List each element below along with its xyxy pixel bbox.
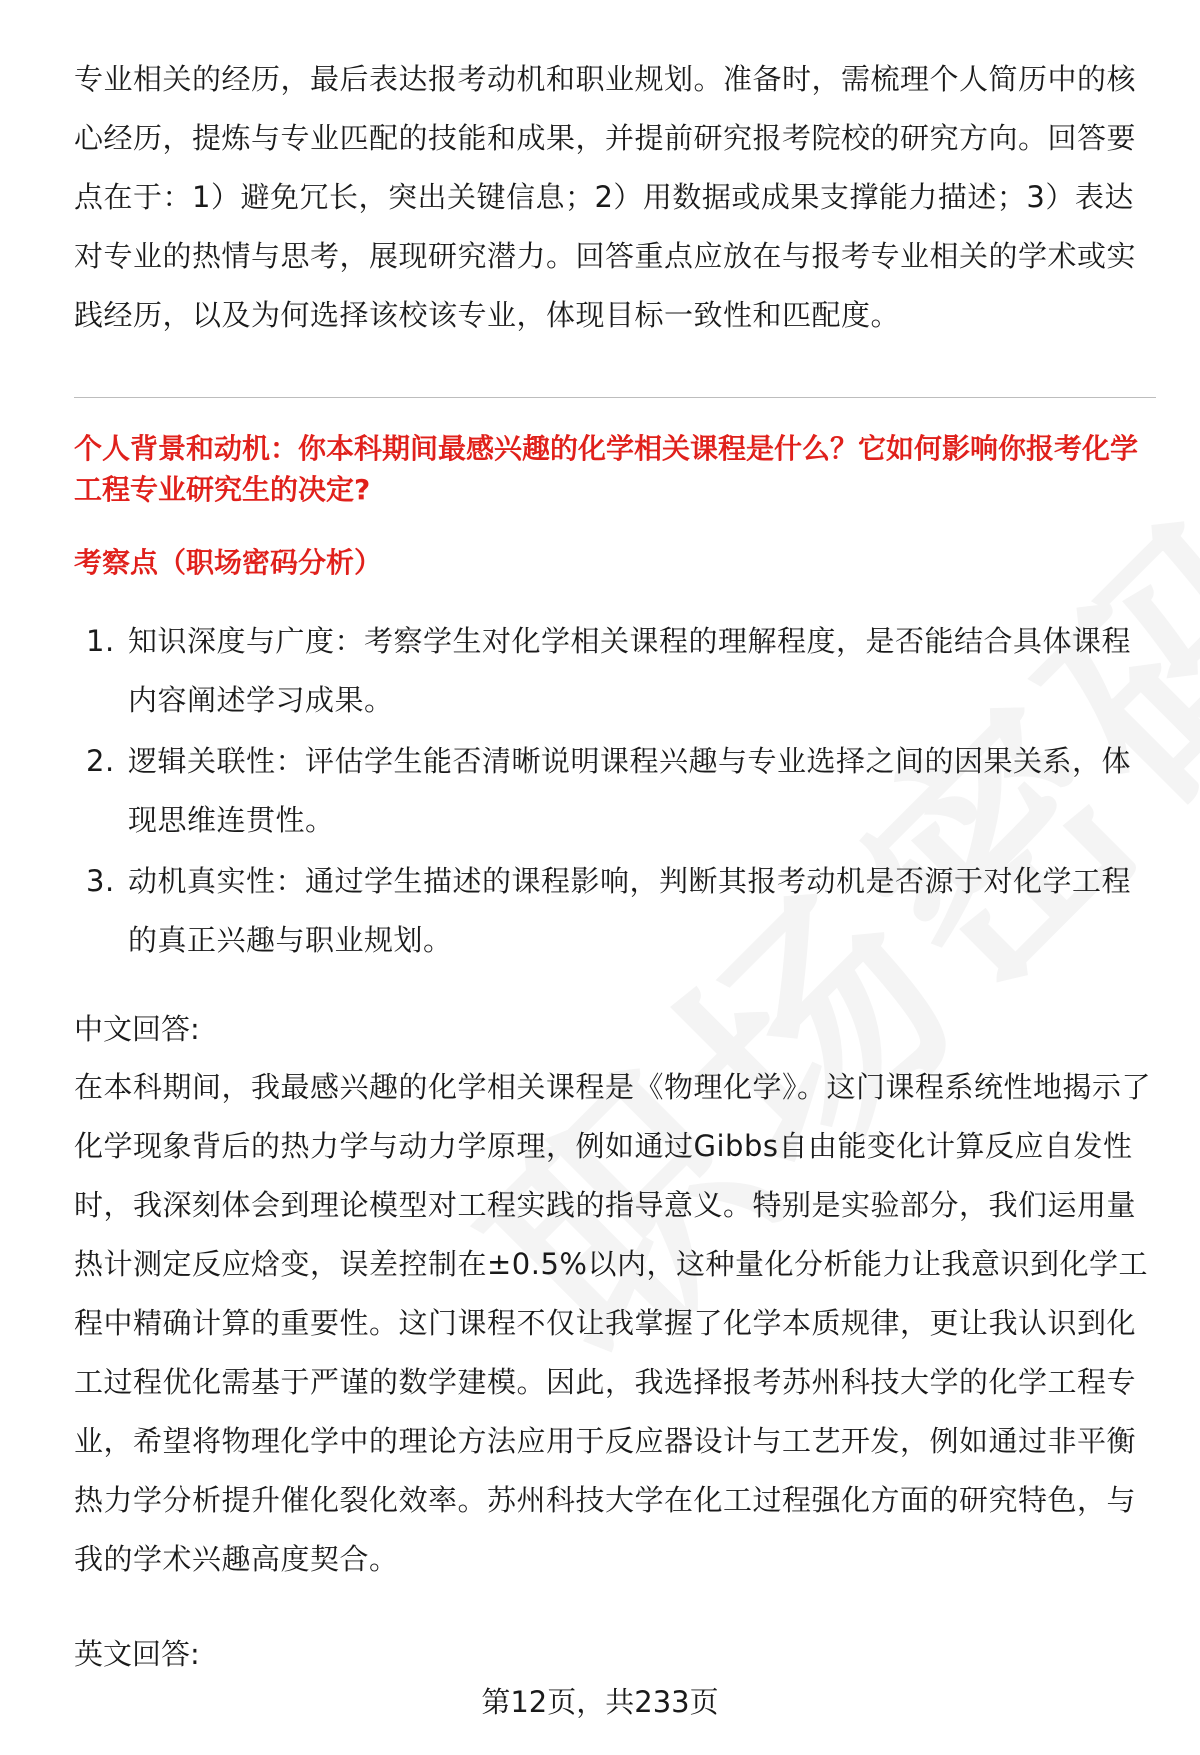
list-item-text: 动机真实性：通过学生描述的课程影响，判断其报考动机是否源于对化学工程的真正兴趣与职业规划。 <box>128 864 1132 957</box>
section-title: 考察点（职场密码分析） <box>74 546 383 579</box>
chinese-answer-label: 中文回答: <box>74 1012 200 1046</box>
list-item <box>74 612 1156 730</box>
chinese-answer-paragraph: 在本科期间，我最感兴趣的化学相关课程是《物理化学》。这门课程系统性地揭示了化学现象背后的热力学与动力学原理，例如通过Gibbs自由能变化计算反应自发性时，我深刻体会到理论模型对工程实践的指导意义。特别是实验部分，我们运用量热计测定反应焓变，误差控制在±0.5%以内，这种量化分析能力让我意识到化学工程中精确计算的重要性。这门课程不仅让我掌握了化学本质规律，更让我认识到化工过程优化需基于严谨的数学建模。因此，我选择报考苏州科技大学的化学工程专业，希望将物理化学中的理论方法应用于反应器设计与工艺开发，例如通过非平衡热力学分析提升催化裂化效率。苏州科技大学在化工过程强化方面的研究特色，与我的学术兴趣高度契合。 <box>74 1070 1152 1576</box>
list-item <box>74 732 1156 850</box>
list-number: 3. <box>86 864 115 898</box>
list-item <box>74 852 1156 970</box>
intro-paragraph: 专业相关的经历，最后表达报考动机和职业规划。准备时，需梳理个人简历中的核心经历，提炼与专业匹配的技能和成果，并提前研究报考院校的研究方向。回答要点在于：1）避免冗长，突出关键信息；2）用数据或成果支撑能力描述；3）表达对专业的热情与思考，展现研究潜力。回答重点应放在与报考专业相关的学术或实践经历，以及为何选择该校该专业，体现目标一致性和匹配度。 <box>74 62 1137 332</box>
list-number: 1. <box>86 624 115 658</box>
list-item-text: 逻辑关联性：评估学生能否清晰说明课程兴趣与专业选择之间的因果关系，体现思维连贯性。 <box>128 744 1132 837</box>
points-list <box>74 612 1156 972</box>
list-number: 2. <box>86 744 115 778</box>
list-item-text: 知识深度与广度：考察学生对化学相关课程的理解程度，是否能结合具体课程内容阐述学习成果。 <box>128 624 1132 717</box>
english-answer-label: 英文回答: <box>74 1637 200 1671</box>
page-footer: 第12页，共233页 <box>481 1685 719 1719</box>
question-heading: 个人背景和动机：你本科期间最感兴趣的化学相关课程是什么？它如何影响你报考化学工程专业研究生的决定? <box>74 432 1139 506</box>
section-divider <box>74 397 1156 398</box>
